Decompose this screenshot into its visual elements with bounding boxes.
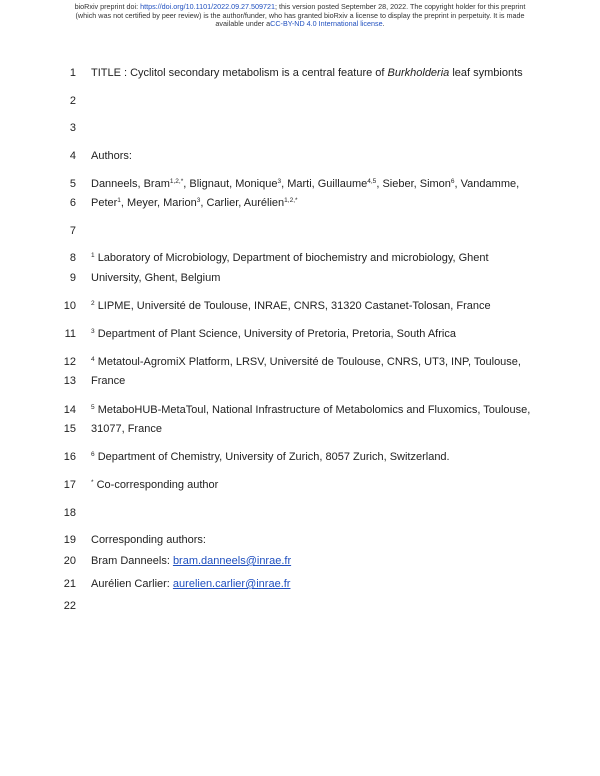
banner-line-1: bioRxiv preprint doi: https://doi.org/10.1101/2022.09.27.509721; this version posted September 28, 2022. The copyright holder for this preprint xyxy=(74,2,526,11)
affiliation-1: $^1$ Laboratory of Microbiology, Department of biochemistry and microbiology, Ghent xyxy=(91,252,489,264)
affiliation-mark: * xyxy=(91,479,94,486)
affiliation-4: $^4$ Metatoul-AgromiX Platform, LRSV, Université de Toulouse, CNRS, UT3, INP, Toulouse, xyxy=(91,356,521,368)
paper-title: TITLE : Cyclitol secondary metabolism is a central feature of Burkholderia leaf symbionts xyxy=(91,67,523,79)
line-number: 2 xyxy=(69,95,76,107)
contact-bram: Bram Danneels: bram.danneels@inrae.fr xyxy=(91,555,292,567)
author-affiliation: 6 xyxy=(450,178,455,185)
affiliation-4-continued: France xyxy=(91,375,126,387)
line-number: 7 xyxy=(69,225,76,237)
line-number: 11 xyxy=(64,328,76,340)
line-number: 14 xyxy=(63,404,76,416)
author-affiliation: 3 xyxy=(277,178,282,185)
license-link[interactable]: CC-BY-ND 4.0 International license xyxy=(270,19,383,29)
author-list-line-1: Danneels, Bram$^{1,2,*}$, Blignaut, Monique$^3$, Marti, Guillaume$^{4,5}$, Sieber, Simon$^6$, Vandamme, xyxy=(91,178,520,190)
affiliation-mark: 2 xyxy=(91,300,95,307)
preprint-banner xyxy=(20,3,580,29)
affiliation-1-continued: University, Ghent, Belgium xyxy=(91,272,221,284)
affiliation-6: $^6$ Department of Chemistry, University of Zurich, 8057 Zurich, Switzerland. xyxy=(91,451,450,463)
author-affiliation: 1 xyxy=(117,197,121,204)
line-number: 21 xyxy=(63,578,76,590)
line-number: 3 xyxy=(69,122,76,134)
banner-line-2: (which was not certified by peer review) is the author/funder, who has granted bioRxiv a license to display the preprint in perpetuity. It is made xyxy=(75,10,525,20)
author-name: Sieber, Simon xyxy=(382,178,451,190)
author-name: Carlier, Aurélien xyxy=(206,197,285,209)
affiliation-mark: 5 xyxy=(91,404,95,411)
author-name: Danneels, Bram xyxy=(91,178,170,190)
doi-link[interactable]: https://doi.org/10.1101/2022.09.27.509721 xyxy=(140,2,276,11)
author-affiliation: 3 xyxy=(196,197,201,204)
line-number: 5 xyxy=(69,178,76,190)
author-list-line-2: Peter$^1$, Meyer, Marion$^3$, Carlier, Aurélien$^{1,2,*}$ xyxy=(91,197,298,209)
contact-aurelien: Aurélien Carlier: aurelien.carlier@inrae.fr xyxy=(91,578,291,590)
email-link-aurelien[interactable]: aurelien.carlier@inrae.fr xyxy=(172,578,291,590)
affiliation-mark: 6 xyxy=(91,451,95,458)
author-affiliation: 1,2,* xyxy=(169,178,184,185)
email-link-bram[interactable]: bram.danneels@inrae.fr xyxy=(172,555,292,567)
line-number: 16 xyxy=(63,451,76,463)
corresponding-heading: Corresponding authors: xyxy=(91,534,206,546)
author-affiliation: 1,2,* xyxy=(284,197,298,204)
authors-heading: Authors: xyxy=(91,150,132,162)
affiliation-mark: 4 xyxy=(91,356,95,363)
line-number: 6 xyxy=(69,197,76,209)
co-corresponding-note: * Co-corresponding author xyxy=(91,479,219,491)
line-number: 4 xyxy=(69,150,76,162)
line-number: 13 xyxy=(63,375,76,387)
line-number: 10 xyxy=(63,300,76,312)
line-number: 15 xyxy=(63,423,76,435)
affiliation-mark: 3 xyxy=(91,328,95,335)
line-number: 12 xyxy=(63,356,76,368)
affiliation-5: $^5$ MetaboHUB-MetaToul, National Infrastructure of Metabolomics and Fluxomics, Toulouse, xyxy=(91,404,531,416)
banner-line-3: available under aCC-BY-ND 4.0 International license. xyxy=(215,19,385,29)
line-number: 18 xyxy=(63,507,76,519)
affiliation-2: $^2$ LIPME, Université de Toulouse, INRAE, CNRS, 31320 Castanet-Tolosan, France xyxy=(91,300,491,312)
line-number: 20 xyxy=(63,555,76,567)
author-name: Blignaut, Monique xyxy=(189,178,278,190)
line-number: 8 xyxy=(69,252,76,264)
genus-name: Burkholderia xyxy=(387,67,450,79)
line-number: 1 xyxy=(69,67,76,79)
author-name: Marti, Guillaume xyxy=(287,178,368,190)
affiliation-5-continued: 31077, France xyxy=(91,423,162,435)
author-affiliation: 4,5 xyxy=(367,178,377,185)
line-number: 17 xyxy=(63,479,76,491)
affiliation-3: $^3$ Department of Plant Science, University of Pretoria, Pretoria, South Africa xyxy=(91,328,456,340)
line-number: 22 xyxy=(63,600,76,612)
line-number: 9 xyxy=(69,272,76,284)
author-name: Meyer, Marion xyxy=(127,197,197,209)
affiliation-mark: 1 xyxy=(91,252,95,259)
line-number: 19 xyxy=(63,534,76,546)
